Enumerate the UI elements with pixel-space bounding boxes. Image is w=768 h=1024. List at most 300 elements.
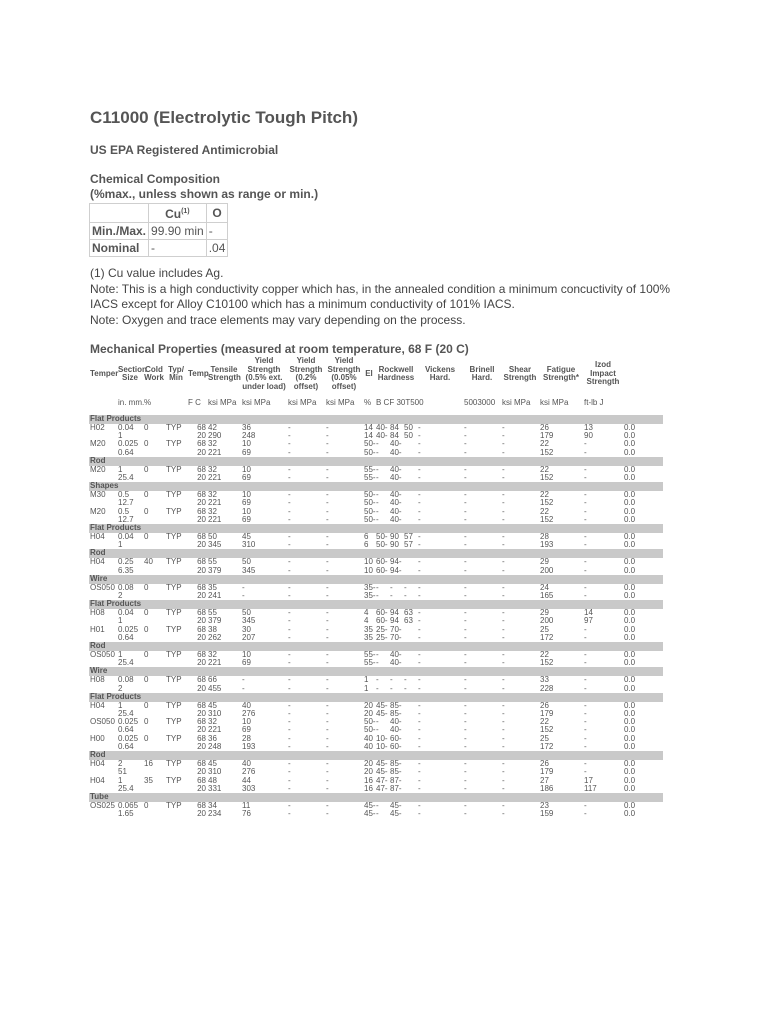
mech-cell: - bbox=[404, 675, 407, 685]
mech-cell: 20 bbox=[197, 565, 206, 575]
mech-cell: - bbox=[464, 514, 467, 524]
mech-cell: 35- bbox=[364, 582, 376, 592]
mech-cell bbox=[403, 499, 417, 507]
mech-section-label: Shapes bbox=[89, 482, 663, 491]
mech-cell: - bbox=[464, 540, 467, 550]
mech-cell: 48 bbox=[208, 775, 217, 785]
mech-cell: 221 bbox=[208, 514, 222, 524]
mech-cell: - bbox=[502, 608, 505, 618]
mech-cell: TYP bbox=[166, 582, 182, 592]
mech-cell: - bbox=[584, 650, 587, 660]
mech-cell: 20 bbox=[197, 767, 206, 777]
mech-cell: 22 bbox=[540, 506, 549, 516]
mech-cell: - bbox=[502, 741, 505, 751]
mech-cell: - bbox=[326, 809, 329, 819]
chem-row-nominal bbox=[90, 240, 228, 257]
mech-cell: 0 bbox=[144, 532, 149, 542]
mech-cell: - bbox=[418, 650, 421, 660]
mech-cell: - bbox=[584, 540, 587, 550]
mech-cell: 85- bbox=[390, 767, 402, 777]
mech-cell: 117 bbox=[584, 783, 597, 793]
mech-cell: - bbox=[502, 423, 505, 432]
mech-cell: - bbox=[404, 683, 407, 693]
mech-cell: - bbox=[502, 557, 505, 567]
mech-cell: - bbox=[288, 800, 291, 810]
mech-cell: 207 bbox=[242, 632, 256, 642]
mech-cell: 47- bbox=[376, 783, 388, 793]
mech-cell: 0 bbox=[144, 733, 149, 743]
mech-cell: 0.0 bbox=[624, 532, 636, 542]
mech-cell: - bbox=[326, 490, 329, 500]
mech-cell: 0.04 bbox=[118, 532, 134, 542]
mech-cell: 68 bbox=[197, 675, 206, 685]
subtitle: US EPA Registered Antimicrobial bbox=[90, 143, 279, 157]
mech-cell: 55- bbox=[364, 464, 376, 474]
mech-section-label: Wire bbox=[89, 667, 663, 676]
mech-cell bbox=[403, 516, 417, 524]
mech-cell: 1 bbox=[118, 650, 123, 660]
mech-cell: 68 bbox=[197, 759, 206, 769]
mech-cell: 20 bbox=[197, 540, 206, 550]
mech-cell: - bbox=[502, 506, 505, 516]
mech-cell: - bbox=[376, 439, 379, 449]
mech-cell: 248 bbox=[242, 431, 256, 441]
mech-cell: - bbox=[288, 565, 291, 575]
mech-cell: 94- bbox=[390, 557, 402, 567]
mech-data-row bbox=[89, 541, 663, 549]
mech-cell: 0 bbox=[144, 675, 149, 685]
mech-cell: 32 bbox=[208, 650, 217, 660]
mech-cell bbox=[403, 491, 417, 499]
mech-cell: 12.7 bbox=[118, 498, 134, 508]
mech-cell: 40- bbox=[390, 506, 402, 516]
mech-cell: - bbox=[502, 725, 505, 735]
mech-cell: 2 bbox=[118, 683, 123, 693]
mech-cell: 29 bbox=[540, 608, 549, 618]
mech-cell: 310 bbox=[242, 540, 256, 550]
chem-col-cu-label: Cu bbox=[165, 207, 182, 221]
mech-cell: 50 bbox=[208, 532, 217, 542]
mech-cell: 55- bbox=[364, 650, 376, 660]
mech-section-label: Wire bbox=[89, 575, 663, 584]
mech-cell: - bbox=[418, 683, 421, 693]
mech-cell: 193 bbox=[242, 741, 256, 751]
footnote-cu: (1) Cu value includes Ag. bbox=[90, 266, 224, 280]
mech-data-row bbox=[89, 659, 663, 667]
mech-cell: - bbox=[502, 532, 505, 542]
mech-cell: - bbox=[418, 767, 421, 777]
mech-cell: 221 bbox=[208, 447, 222, 457]
mech-cell bbox=[403, 440, 417, 448]
mech-cell: - bbox=[390, 591, 393, 601]
mech-cell: - bbox=[502, 683, 505, 693]
mech-cell: - bbox=[288, 632, 291, 642]
mech-cell: 12.7 bbox=[118, 514, 134, 524]
mech-cell: 68 bbox=[197, 490, 206, 500]
mech-cell: 0.025 bbox=[118, 733, 139, 743]
mech-cell: 310 bbox=[208, 709, 222, 719]
mech-cell: 221 bbox=[208, 498, 222, 508]
mech-cell: OS050 bbox=[90, 582, 115, 592]
mech-cell: H04 bbox=[90, 759, 105, 769]
mech-cell: 68 bbox=[197, 800, 206, 810]
mech-unit-cell: ksi MPa bbox=[242, 397, 271, 407]
mech-data-row bbox=[89, 516, 663, 524]
mech-cell: - bbox=[326, 608, 329, 618]
mech-cell: TYP bbox=[166, 717, 182, 727]
mech-cell: 179 bbox=[540, 767, 554, 777]
mech-cell: - bbox=[326, 632, 329, 642]
mech-cell: - bbox=[584, 591, 587, 601]
mech-cell: 45 bbox=[242, 532, 251, 542]
mech-cell: - bbox=[418, 632, 421, 642]
mech-cell bbox=[165, 743, 187, 751]
mech-cell: - bbox=[376, 506, 379, 516]
mech-cell: 26 bbox=[540, 700, 549, 710]
mech-cell: - bbox=[464, 608, 467, 618]
mech-unit-cell bbox=[165, 391, 187, 415]
mech-cell bbox=[403, 710, 417, 718]
mech-cell: 0.0 bbox=[624, 557, 636, 567]
mech-header-cell: Yield Strength (0.5% ext. under load) bbox=[242, 356, 286, 391]
mech-cell: - bbox=[288, 675, 291, 685]
mech-cell bbox=[143, 743, 165, 751]
mech-cell: 20 bbox=[197, 809, 206, 819]
mech-cell: - bbox=[418, 591, 421, 601]
mech-cell: TYP bbox=[166, 759, 182, 769]
mech-cell: - bbox=[326, 565, 329, 575]
mech-cell: 68 bbox=[197, 439, 206, 449]
mech-cell: 84 bbox=[390, 431, 399, 441]
mech-cell: - bbox=[502, 473, 505, 483]
mech-cell bbox=[143, 541, 165, 549]
mech-cell bbox=[403, 449, 417, 457]
mech-cell: 25 bbox=[540, 624, 549, 634]
mech-cell: 45- bbox=[364, 809, 376, 819]
mech-cell: 36 bbox=[208, 733, 217, 743]
mech-cell: H00 bbox=[90, 733, 105, 743]
mech-cell: - bbox=[376, 490, 379, 500]
mech-cell: - bbox=[464, 741, 467, 751]
mech-cell: 40 bbox=[364, 733, 373, 743]
mech-cell: 40 bbox=[364, 741, 373, 751]
mech-unit-cell: ksi MPa bbox=[288, 397, 317, 407]
mech-cell: - bbox=[502, 767, 505, 777]
mech-cell bbox=[403, 802, 417, 810]
mech-cell bbox=[403, 810, 417, 818]
mech-cell: 60- bbox=[390, 733, 402, 743]
mech-cell: 76 bbox=[242, 809, 251, 819]
mech-cell: 228 bbox=[540, 683, 554, 693]
mech-cell bbox=[403, 508, 417, 516]
mech-cell: - bbox=[288, 591, 291, 601]
mech-cell: H08 bbox=[90, 675, 105, 685]
mech-cell: - bbox=[288, 473, 291, 483]
mech-cell: 0 bbox=[144, 423, 149, 432]
mech-cell: - bbox=[464, 632, 467, 642]
mech-cell: - bbox=[584, 675, 587, 685]
mech-cell: 68 bbox=[197, 582, 206, 592]
mech-cell: - bbox=[418, 709, 421, 719]
mech-cell: 20 bbox=[364, 700, 373, 710]
mech-cell: 0.0 bbox=[624, 717, 636, 727]
mech-cell: 68 bbox=[197, 624, 206, 634]
mech-unit-cell: 5003000 bbox=[464, 397, 496, 407]
mech-data-row bbox=[89, 785, 663, 793]
mech-cell: - bbox=[418, 809, 421, 819]
mech-cell: 50- bbox=[364, 514, 376, 524]
mech-cell: H08 bbox=[90, 608, 105, 618]
mech-cell: - bbox=[326, 800, 329, 810]
mech-cell: - bbox=[288, 490, 291, 500]
mech-cell bbox=[403, 743, 417, 751]
mech-header-cell: Yield Strength (0.05% offset) bbox=[327, 356, 361, 391]
mech-cell: - bbox=[502, 616, 505, 626]
mech-cell: 44 bbox=[242, 775, 251, 785]
mech-cell: - bbox=[242, 591, 245, 601]
mech-cell: 94 bbox=[390, 616, 399, 626]
mech-section-label: Rod bbox=[89, 457, 663, 466]
mech-cell: - bbox=[502, 800, 505, 810]
mech-cell: - bbox=[288, 506, 291, 516]
mech-cell: 379 bbox=[208, 565, 222, 575]
mech-cell: 0.0 bbox=[624, 498, 636, 508]
chem-col-o: O bbox=[206, 204, 228, 223]
mech-cell: 40- bbox=[390, 498, 402, 508]
mech-cell: 20 bbox=[197, 741, 206, 751]
mech-cell: 10 bbox=[242, 717, 251, 727]
mech-cell: - bbox=[464, 725, 467, 735]
mech-cell: 0.025 bbox=[118, 717, 139, 727]
mech-cell: 0.25 bbox=[118, 557, 134, 567]
mech-cell: 2 bbox=[118, 759, 123, 769]
mech-cell: - bbox=[418, 582, 421, 592]
mech-cell: 20 bbox=[197, 725, 206, 735]
mech-cell: - bbox=[288, 683, 291, 693]
mech-cell: 10 bbox=[242, 650, 251, 660]
mech-cell: - bbox=[242, 582, 245, 592]
mech-cell: 14 bbox=[364, 431, 373, 441]
mech-cell: 290 bbox=[208, 431, 222, 441]
mech-cell: - bbox=[464, 658, 467, 668]
mech-cell: 20 bbox=[197, 683, 206, 693]
mech-cell: 0.0 bbox=[624, 725, 636, 735]
mech-cell bbox=[143, 567, 165, 575]
mech-cell: - bbox=[326, 700, 329, 710]
mech-cell: - bbox=[326, 473, 329, 483]
mech-cell bbox=[403, 768, 417, 776]
mech-cell: - bbox=[326, 591, 329, 601]
mech-cell: - bbox=[376, 498, 379, 508]
mech-section-label: Flat Products bbox=[89, 693, 663, 702]
mech-cell: 97 bbox=[584, 616, 593, 626]
mech-cell: 20 bbox=[197, 514, 206, 524]
mech-cell: 20 bbox=[197, 616, 206, 626]
mech-cell: 10- bbox=[376, 741, 388, 751]
mech-cell: - bbox=[502, 675, 505, 685]
mech-cell: - bbox=[326, 439, 329, 449]
mech-cell: 0.0 bbox=[624, 759, 636, 769]
mech-cell bbox=[143, 516, 165, 524]
mech-cell: - bbox=[418, 775, 421, 785]
mech-cell: 20 bbox=[197, 632, 206, 642]
mech-cell: - bbox=[418, 700, 421, 710]
mech-cell bbox=[403, 785, 417, 793]
mech-cell: 20 bbox=[197, 591, 206, 601]
mech-header-cell: Temp bbox=[188, 368, 209, 378]
mech-cell: 0 bbox=[144, 608, 149, 618]
mech-cell bbox=[403, 760, 417, 768]
mech-cell: - bbox=[502, 447, 505, 457]
mech-cell: - bbox=[390, 683, 393, 693]
mech-cell: 45- bbox=[390, 800, 402, 810]
mech-cell: M20 bbox=[90, 439, 106, 449]
mech-cell: - bbox=[584, 490, 587, 500]
mech-cell: 40 bbox=[242, 700, 251, 710]
mech-data-row bbox=[89, 634, 663, 642]
mech-cell: 25- bbox=[376, 624, 388, 634]
mech-cell: - bbox=[464, 675, 467, 685]
mech-cell: - bbox=[584, 767, 587, 777]
mech-cell: 0 bbox=[144, 490, 149, 500]
mech-cell: - bbox=[464, 733, 467, 743]
mech-cell: - bbox=[584, 632, 587, 642]
mech-section-label: Flat Products bbox=[89, 524, 663, 533]
mech-cell: - bbox=[326, 775, 329, 785]
mech-cell: - bbox=[464, 809, 467, 819]
mech-cell: H01 bbox=[90, 624, 105, 634]
mech-cell: 0 bbox=[144, 717, 149, 727]
mech-cell: - bbox=[288, 741, 291, 751]
mech-cell: 179 bbox=[540, 431, 554, 441]
mech-cell: 57 bbox=[404, 532, 413, 542]
chem-o-value: .04 bbox=[206, 240, 228, 257]
mech-cell: 0.0 bbox=[624, 700, 636, 710]
mech-header-cell: El bbox=[365, 368, 373, 378]
mech-cell: 0 bbox=[144, 700, 149, 710]
mech-cell: - bbox=[464, 759, 467, 769]
mech-cell: - bbox=[464, 591, 467, 601]
mech-cell: - bbox=[502, 759, 505, 769]
mech-cell: 0.64 bbox=[118, 447, 134, 457]
mech-cell: - bbox=[326, 423, 329, 432]
mech-cell: - bbox=[326, 783, 329, 793]
mech-cell: - bbox=[326, 447, 329, 457]
mech-cell: 90 bbox=[584, 431, 593, 441]
mech-cell: 1.65 bbox=[118, 809, 134, 819]
mech-cell: 40- bbox=[390, 439, 402, 449]
mech-cell: - bbox=[584, 717, 587, 727]
mech-cell bbox=[403, 659, 417, 667]
mech-cell: - bbox=[326, 464, 329, 474]
mech-header-cell: Typ/ Min bbox=[168, 364, 184, 382]
mech-cell: - bbox=[326, 658, 329, 668]
mech-table-body bbox=[89, 357, 663, 818]
mech-cell: 25 bbox=[540, 733, 549, 743]
mech-cell: 0.0 bbox=[624, 473, 636, 483]
mech-cell: 68 bbox=[197, 506, 206, 516]
mech-cell: - bbox=[584, 725, 587, 735]
mech-cell: 379 bbox=[208, 616, 222, 626]
mech-cell: - bbox=[584, 514, 587, 524]
mech-cell: - bbox=[584, 624, 587, 634]
mech-cell: 87- bbox=[390, 775, 402, 785]
mech-cell: 1 bbox=[118, 775, 123, 785]
mech-section-label: Flat Products bbox=[89, 600, 663, 609]
mech-cell: - bbox=[288, 582, 291, 592]
mech-cell: - bbox=[326, 675, 329, 685]
chemical-composition-heading bbox=[90, 172, 318, 202]
mech-cell: 14 bbox=[584, 608, 593, 618]
mech-data-row bbox=[89, 685, 663, 693]
mech-cell: - bbox=[418, 717, 421, 727]
mech-cell: - bbox=[584, 759, 587, 769]
mech-cell bbox=[143, 449, 165, 457]
mech-cell: TYP bbox=[166, 423, 182, 432]
mech-cell: 45- bbox=[376, 700, 388, 710]
mech-cell: - bbox=[418, 514, 421, 524]
mech-cell: 152 bbox=[540, 514, 554, 524]
mech-cell: 0.0 bbox=[624, 431, 636, 441]
mech-cell: 40- bbox=[390, 725, 402, 735]
mech-cell: - bbox=[418, 439, 421, 449]
mech-cell: 0.0 bbox=[624, 741, 636, 751]
mech-cell: 241 bbox=[208, 591, 222, 601]
mech-cell: - bbox=[418, 733, 421, 743]
mech-cell: - bbox=[326, 650, 329, 660]
mech-cell: - bbox=[418, 473, 421, 483]
mech-cell: 1 bbox=[118, 431, 123, 441]
mech-cell: 35 bbox=[364, 624, 373, 634]
mech-cell: - bbox=[418, 624, 421, 634]
mech-cell: 0.64 bbox=[118, 741, 134, 751]
mech-cell: 60- bbox=[376, 565, 388, 575]
mech-cell: 70- bbox=[390, 632, 402, 642]
mech-cell: 90 bbox=[390, 540, 399, 550]
mech-cell: 0.0 bbox=[624, 624, 636, 634]
mech-cell: - bbox=[418, 498, 421, 508]
mech-data-row bbox=[89, 592, 663, 600]
mech-cell: 34 bbox=[208, 800, 217, 810]
mech-cell: - bbox=[418, 783, 421, 793]
mech-cell: - bbox=[288, 423, 291, 432]
mech-cell: - bbox=[418, 725, 421, 735]
mech-cell bbox=[403, 777, 417, 785]
mech-cell bbox=[165, 516, 187, 524]
mech-cell: 20 bbox=[364, 759, 373, 769]
mech-cell: - bbox=[584, 700, 587, 710]
mech-cell: - bbox=[326, 540, 329, 550]
mech-cell: 42 bbox=[208, 423, 217, 432]
mech-cell: - bbox=[464, 464, 467, 474]
mech-cell: 57 bbox=[404, 540, 413, 550]
mech-cell: 40 bbox=[144, 557, 153, 567]
chem-o-value: - bbox=[206, 223, 228, 240]
mech-cell: 2 bbox=[118, 591, 123, 601]
mech-cell: 50- bbox=[364, 447, 376, 457]
mech-cell: H04 bbox=[90, 775, 105, 785]
mech-cell: 0.0 bbox=[624, 675, 636, 685]
mech-cell: 45- bbox=[376, 709, 388, 719]
mech-cell: 1 bbox=[118, 616, 123, 626]
mech-cell: - bbox=[390, 582, 393, 592]
mech-cell: - bbox=[288, 608, 291, 618]
mech-cell: 186 bbox=[540, 783, 554, 793]
mech-section-label: Flat Products bbox=[89, 415, 663, 424]
mech-cell: - bbox=[288, 532, 291, 542]
chem-cu-footnote-mark: (1) bbox=[181, 208, 190, 215]
mech-cell: - bbox=[502, 514, 505, 524]
